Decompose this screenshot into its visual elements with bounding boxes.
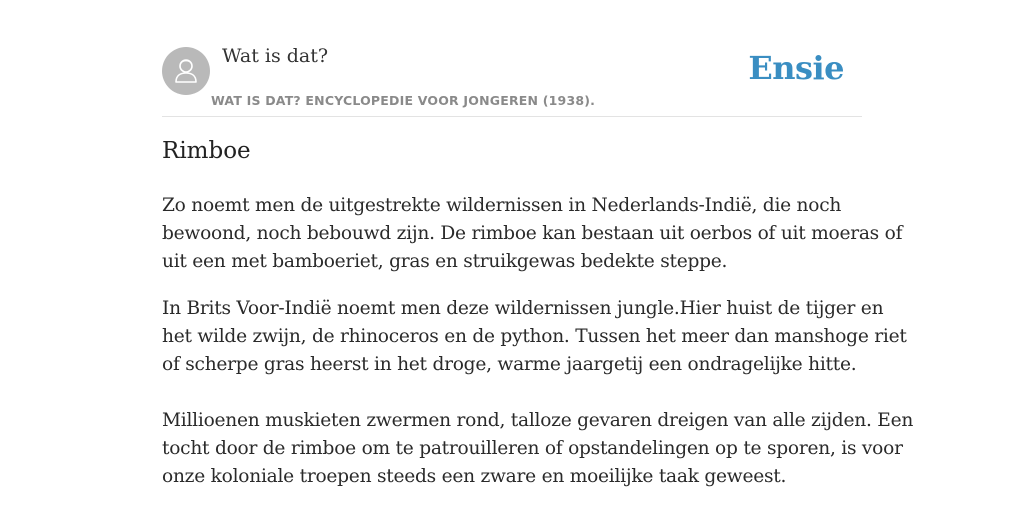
person-outline-icon — [162, 47, 210, 95]
paragraph-line: In Brits Voor-Indië noemt men deze wildernissen jungle.Hier huist de tijger en — [162, 298, 884, 319]
paragraph-line: Millioenen muskieten zwermen rond, talloze gevaren dreigen van alle zijden. Een — [162, 410, 914, 431]
article-title: Rimboe — [162, 138, 251, 164]
paragraph-line: of scherpe gras heerst in het droge, warme jaargetij een ondragelijke hitte. — [162, 354, 857, 375]
article-paragraph — [162, 407, 914, 491]
ensie-logo[interactable]: Ensie — [748, 49, 844, 87]
source-header — [162, 40, 862, 117]
source-title-link[interactable]: Wat is dat? — [222, 45, 329, 67]
paragraph-line: Zo noemt men de uitgestrekte wildernissen in Nederlands-Indië, die noch — [162, 195, 842, 216]
paragraph-line: bewoond, noch bebouwd zijn. De rimboe kan bestaan uit oerbos of uit moeras of — [162, 223, 903, 244]
article-paragraph — [162, 295, 907, 379]
paragraph-line: het wilde zwijn, de rhinoceros en de python. Tussen het meer dan manshoge riet — [162, 326, 907, 347]
paragraph-line: tocht door de rimboe om te patrouilleren of opstandelingen op te sporen, is voor — [162, 438, 903, 459]
paragraph-line: onze koloniale troepen steeds een zware en moeilijke taak geweest. — [162, 466, 787, 487]
user-avatar-icon[interactable] — [162, 47, 210, 95]
paragraph-line: uit een met bamboeriet, gras en struikgewas bedekte steppe. — [162, 251, 728, 272]
source-subtitle: WAT IS DAT? ENCYCLOPEDIE VOOR JONGEREN (1938). — [211, 93, 596, 108]
article-paragraph — [162, 192, 903, 276]
